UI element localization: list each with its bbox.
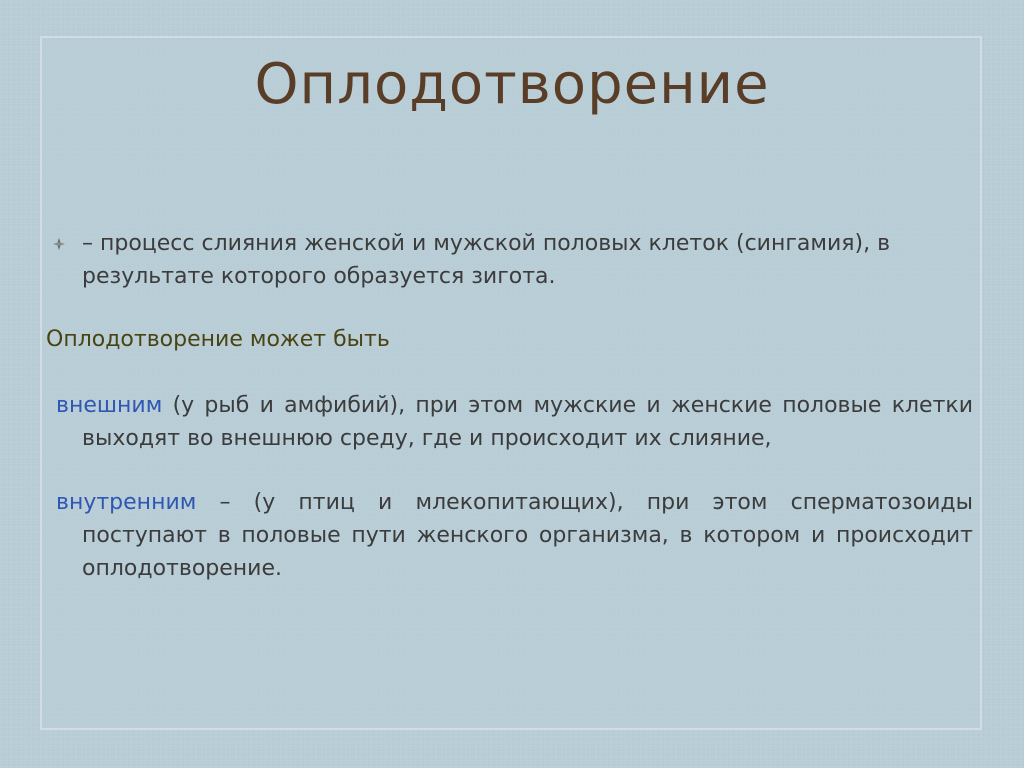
internal-description: – (у птиц и млекопитающих), при этом сперматозоиды поступают в половые пути женского организма, в котором и происходит оплодотворение. xyxy=(82,490,973,581)
definition-line: – процесс слияния женской и мужской половых клеток (сингамия), в результате которого образуется зигота. xyxy=(82,231,891,289)
section-subtitle: Оплодотворение может быть xyxy=(46,327,390,352)
internal-keyword: внутренним xyxy=(56,490,197,515)
external-description: (у рыб и амфибий), при этом мужские и женские половые клетки выходят во внешнюю среду, где и происходит их слияние, xyxy=(82,393,973,451)
slide-frame xyxy=(40,36,982,730)
definition-text xyxy=(82,227,972,293)
internal-fertilization-paragraph xyxy=(56,486,973,585)
external-fertilization-paragraph xyxy=(56,389,973,455)
diamond-bullet-icon xyxy=(52,237,66,251)
external-keyword: внешним xyxy=(56,393,163,418)
slide-title: Оплодотворение xyxy=(254,52,770,117)
